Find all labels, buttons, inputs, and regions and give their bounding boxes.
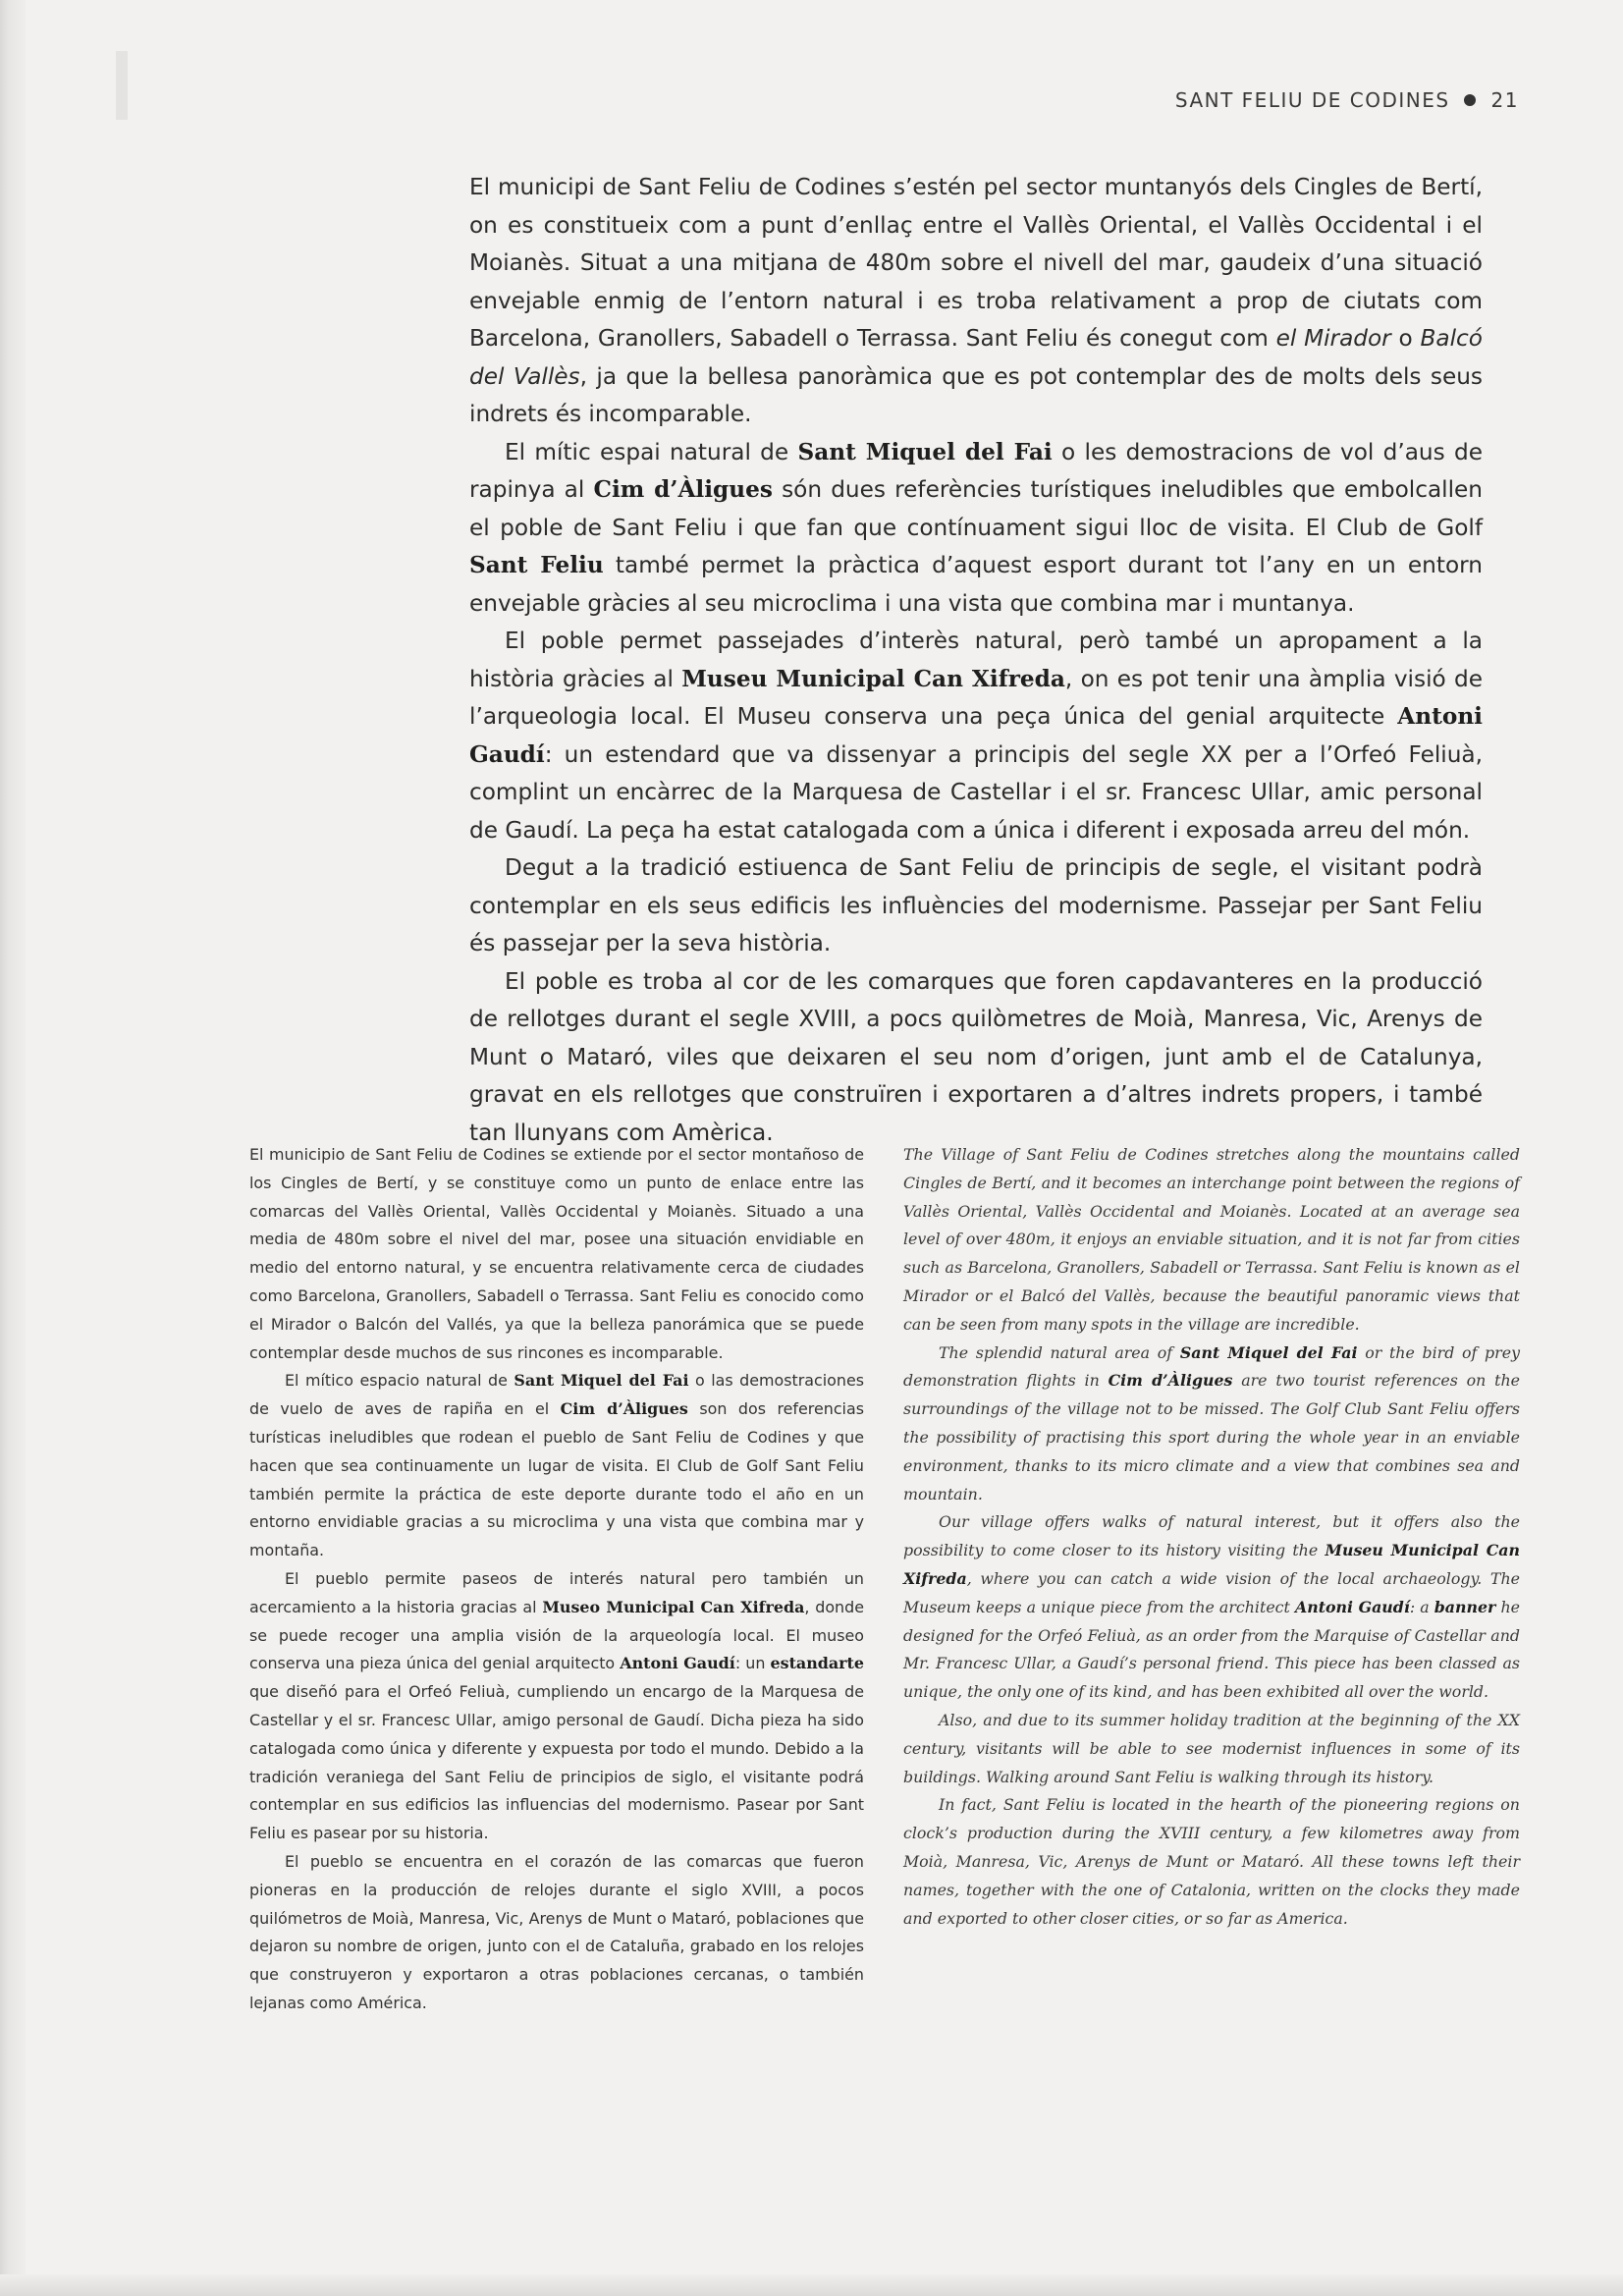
catalan-paragraph-1: El municipi de Sant Feliu de Codines s’estén pel sector muntanyós dels Cingles de Bertí, on es constitueix com a punt d’enllaç entre el Vallès Oriental, el Vallès Occidental i el Moianès. Situat a una mitjana de 480m sobre el nivell del mar, gaudeix d’una situació envejable enmig de l’entorn natural i es troba relativament a prop de ciutats com Barcelona, Granollers, Sabadell o Terrassa. Sant Feliu és conegut com el Mirador o Balcó del Vallès, ja que la bellesa panoràmica que es pot contemplar des de molts dels seus indrets és incomparable. [469,174,1483,427]
english-paragraph-2: The splendid natural area of Sant Miquel del Fai or the bird of prey demonstration flights in Cim d’Àligues are two tourist references on the surroundings of the village not to be missed. The Golf Club Sant Feliu offers the possibility of practising this sport during the whole year in an enviable environment, thanks to its micro climate and a view that combines sea and mountain. [903,1342,1520,1503]
catalan-paragraph-3: El poble permet passejades d’interès natural, però també un apropament a la història gràcies al Museu Municipal Can Xifreda, on es pot tenir una àmplia visió de l’arqueologia local. El Museu conserva una peça única del genial arquitecte Antoni Gaudí: un estendard que va dissenyar a principis del segle XX per a l’Orfeó Feliuà, complint un encàrrec de la Marquesa de Castellar i el sr. Francesc Ullar, amic personal de Gaudí. La peça ha estat catalogada com a única i diferent i exposada arreu del món. [469,628,1483,844]
spanish-paragraph-3: El pueblo permite paseos de interés natural pero también un acercamiento a la historia gracias al Museo Municipal Can Xifreda, donde se puede recoger una amplia visión de la arqueología local. El museo conserva una pieza única del genial arquitecto Antoni Gaudí: un estandarte que diseñó para el Orfeó Feliuà, cumpliendo un encargo de la Marquesa de Castellar y el sr. Francesc Ullar, amigo personal de Gaudí. Dicha pieza ha sido catalogada como única y diferente y expuesta por todo el mundo. Debido a la tradición veraniega del Sant Feliu de principios de siglo, el visitante podrá contemplar en sus edificios las influencias del modernismo. Pasear por Sant Feliu es pasear por su historia. [249,1568,864,1843]
running-header [1175,88,1519,112]
section-title: SANT FELIU DE CODINES [1174,88,1450,112]
spanish-paragraph-1: El municipio de Sant Feliu de Codines se extiende por el sector montañoso de los Cingles de Bertí, y se constituye como un punto de enlace entre las comarcas del Vallès Oriental, Vallès Occidental y Moianès. Situado a una media de 480m sobre el nivel del mar, posee una situación envidiable en medio del entorno natural, y se encuentra relativamente cerca de ciudades como Barcelona, Granollers, Sabadell o Terrassa. Sant Feliu es conocido como el Mirador o Balcón del Vallés, ya que la belleza panorámica que se puede contemplar desde muchos de sus rincones es incomparable. [249,1145,864,1362]
english-paragraph-3: Our village offers walks of natural interest, but it offers also the possibility to come closer to its history visiting the Museu Municipal Can Xifreda, where you can catch a wide vision of the local archaeology. The Museum keeps a unique piece from the architect Antoni Gaudí: a banner he designed for the Orfeó Feliuà, as an order from the Marquise of Castellar and Mr. Francesc Ullar, a Gaudí’s personal friend. This piece has been classed as unique, the only one of its kind, and has been exhibited all over the world. [903,1512,1520,1702]
binding-mark [116,51,128,120]
catalan-paragraph-4: Degut a la tradició estiuenca de Sant Feliu de principis de segle, el visitant podrà contemplar en els seus edificis les influències del modernisme. Passejar per Sant Feliu és passejar per la seva història. [469,854,1483,957]
spanish-column [249,1141,864,2018]
scan-shadow-left [0,0,26,2296]
spanish-paragraph-4: El pueblo se encuentra en el corazón de las comarcas que fueron pioneras en la producción de relojes durante el siglo XVIII, a pocos quilómetros de Moià, Manresa, Vic, Arenys de Munt o Mataró, poblaciones que dejaron su nombre de origen, junto con el de Cataluña, grabado en los relojes que construyeron y exportaron a otras poblaciones cercanas, o también lejanas como América. [249,1851,864,2012]
catalan-paragraph-2: El mític espai natural de Sant Miquel del Fai o les demostracions de vol d’aus de rapinya al Cim d’Àligues són dues referències turístiques ineludibles que embolcallen el poble de Sant Feliu i que fan que contínuament sigui lloc de visita. El Club de Golf Sant Feliu també permet la pràctica d’aquest esport durant tot l’any en un entorn envejable gràcies al seu microclima i una vista que combina mar i muntanya. [469,438,1483,617]
bullet-separator-icon [1464,94,1476,106]
english-paragraph-4: Also, and due to its summer holiday tradition at the beginning of the XX century, visitants will be able to see modernist influences in some of its buildings. Walking around Sant Feliu is walking through its history. [903,1710,1520,1786]
catalan-paragraph-5: El poble es troba al cor de les comarques que foren capdavanteres en la producció de rellotges durant el segle XVIII, a pocs quilòmetres de Moià, Manresa, Vic, Arenys de Munt o Mataró, viles que deixaren el seu nom d’origen, junt amb el de Catalunya, gravat en els rellotges que construïren i exportaren a d’altres indrets propers, i també tan llunyans com Amèrica. [469,967,1483,1146]
english-paragraph-5: In fact, Sant Feliu is located in the hearth of the pioneering regions on clock’s production during the XVIII century, a few kilometres away from Moià, Manresa, Vic, Arenys de Munt or Mataró. All these towns left their names, together with the one of Catalonia, written on the clocks they made and exported to other closer cities, or so far as America. [903,1795,1520,1928]
scan-shadow-bottom [0,2274,1623,2296]
english-column [903,1141,1520,1933]
spanish-paragraph-2: El mítico espacio natural de Sant Miquel del Fai o las demostraciones de vuelo de aves de rapiña en el Cim d’Àligues son dos referencias turísticas ineludibles que rodean el pueblo de Sant Feliu de Codines y que hacen que sea continuamente un lugar de visita. El Club de Golf Sant Feliu también permite la práctica de este deporte durante todo el año en un entorno envidiable gracias a su microclima y una vista que combina mar y montaña. [249,1371,865,1560]
catalan-main-text [469,169,1483,1152]
page-number: 21 [1490,88,1519,112]
english-paragraph-1: The Village of Sant Feliu de Codines stretches along the mountains called Cingles de Bertí, and it becomes an interchange point between the regions of Vallès Oriental, Vallès Occidental and Moianès. Located at an average sea level of over 480m, it enjoys an enviable situation, and it is not far from cities such as Barcelona, Granollers, Sabadell or Terrassa. Sant Feliu is known as el Mirador or el Balcó del Vallès, because the beautiful panoramic views that can be seen from many spots in the village are incredible. [903,1145,1520,1334]
